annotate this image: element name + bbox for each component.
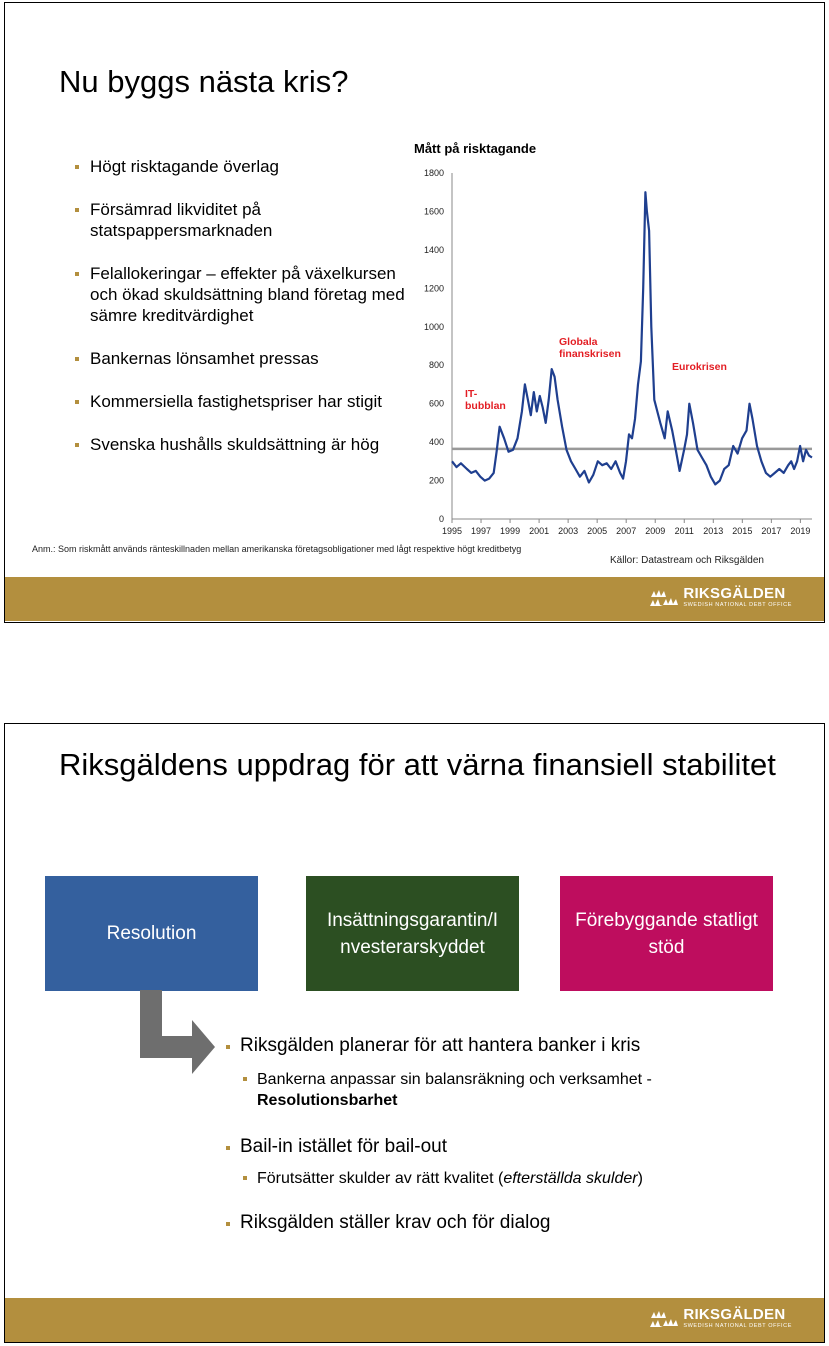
x-tick-label: 1999 bbox=[500, 526, 521, 536]
logo-subtitle: SWEDISH NATIONAL DEBT OFFICE bbox=[683, 601, 792, 608]
resolution-box bbox=[45, 876, 258, 991]
footer-bar bbox=[5, 1298, 824, 1342]
chart-annotation: IT-bubblan bbox=[465, 388, 506, 412]
y-tick-label: 1400 bbox=[423, 244, 444, 255]
y-tick-label: 1000 bbox=[423, 321, 444, 332]
crown-icon bbox=[649, 1306, 679, 1330]
y-tick-label: 1200 bbox=[423, 283, 444, 294]
x-tick-label: 2011 bbox=[674, 526, 694, 536]
footer-bar bbox=[5, 577, 824, 621]
slide-2 bbox=[4, 723, 825, 1343]
x-tick-label: 2015 bbox=[732, 526, 753, 536]
chart-annotation: Globala finanskrisen bbox=[559, 336, 621, 360]
riksgalden-logo bbox=[649, 585, 792, 609]
sub-bullet-item: Förutsätter skulder av rätt kvalitet (efterställda skulder) bbox=[243, 1168, 643, 1189]
box-label: Resolution bbox=[106, 923, 197, 944]
x-tick-label: 2005 bbox=[587, 526, 608, 536]
chart-note: Anm.: Som riskmått används ränteskillnaden mellan amerikanska företagsobligationer med lågt respektive högt kreditbetyg bbox=[32, 544, 522, 554]
crown-icon bbox=[649, 585, 679, 609]
logo-name: RIKSGÄLDEN bbox=[683, 584, 786, 602]
bullet-item: Högt risktagande överlag bbox=[75, 156, 415, 177]
bullet-item: Riksgälden ställer krav och för dialog bbox=[226, 1212, 551, 1234]
series-line bbox=[452, 192, 812, 484]
sub-bullet-item: Bankerna anpassar sin balansräkning och verksamhet - Resolutionsbarhet bbox=[243, 1069, 652, 1111]
x-tick-label: 2007 bbox=[616, 526, 637, 536]
chart-annotation: Eurokrisen bbox=[672, 361, 727, 373]
x-tick-label: 2019 bbox=[790, 526, 811, 536]
risk-chart bbox=[410, 165, 820, 537]
box-label: Insättningsgarantin/I nvesterarskyddet bbox=[326, 909, 499, 958]
riksgalden-logo bbox=[649, 1306, 792, 1330]
arrow-icon bbox=[130, 990, 220, 1080]
box-label: Förebyggande statligt stöd bbox=[575, 909, 758, 958]
x-tick-label: 2001 bbox=[529, 526, 550, 536]
y-tick-label: 1600 bbox=[423, 206, 444, 217]
logo-name: RIKSGÄLDEN bbox=[683, 1305, 786, 1323]
y-tick-label: 0 bbox=[438, 514, 444, 524]
bullet-item: Felallokeringar – effekter på växelkursen och ökad skuldsättning bland företag med sämre kreditvärdighet bbox=[75, 263, 415, 326]
y-tick-label: 1800 bbox=[423, 168, 444, 178]
y-tick-label: 200 bbox=[428, 475, 444, 486]
x-tick-label: 1997 bbox=[471, 526, 492, 536]
y-tick-label: 800 bbox=[428, 360, 444, 371]
x-tick-label: 2013 bbox=[703, 526, 724, 536]
state-support-box bbox=[560, 876, 773, 991]
x-tick-label: 2009 bbox=[645, 526, 666, 536]
bullet-item: Svenska hushålls skuldsättning är hög bbox=[75, 434, 415, 455]
deposit-guarantee-box bbox=[306, 876, 519, 991]
bullet-item: Bail-in istället för bail-out bbox=[226, 1136, 447, 1158]
y-tick-label: 600 bbox=[428, 398, 444, 409]
bullet-item: Riksgälden planerar för att hantera banker i kris bbox=[226, 1035, 640, 1057]
slide-1-bullet-list bbox=[75, 156, 415, 477]
bullet-item: Bankernas lönsamhet pressas bbox=[75, 348, 415, 369]
y-tick-label: 400 bbox=[428, 437, 444, 448]
bullet-item: Kommersiella fastighetspriser har stigit bbox=[75, 391, 415, 412]
slide-1-title: Nu byggs nästa kris? bbox=[59, 64, 349, 99]
x-tick-label: 2017 bbox=[761, 526, 782, 536]
x-tick-label: 2003 bbox=[558, 526, 579, 536]
slide-2-title: Riksgäldens uppdrag för att värna finansiell stabilitet bbox=[59, 747, 776, 782]
chart-title: Mått på risktagande bbox=[414, 141, 537, 156]
chart-source: Källor: Datastream och Riksgälden bbox=[610, 555, 764, 566]
logo-subtitle: SWEDISH NATIONAL DEBT OFFICE bbox=[683, 1322, 792, 1329]
x-tick-label: 1995 bbox=[441, 526, 463, 536]
bullet-item: Försämrad likviditet på statspappersmarknaden bbox=[75, 199, 415, 241]
